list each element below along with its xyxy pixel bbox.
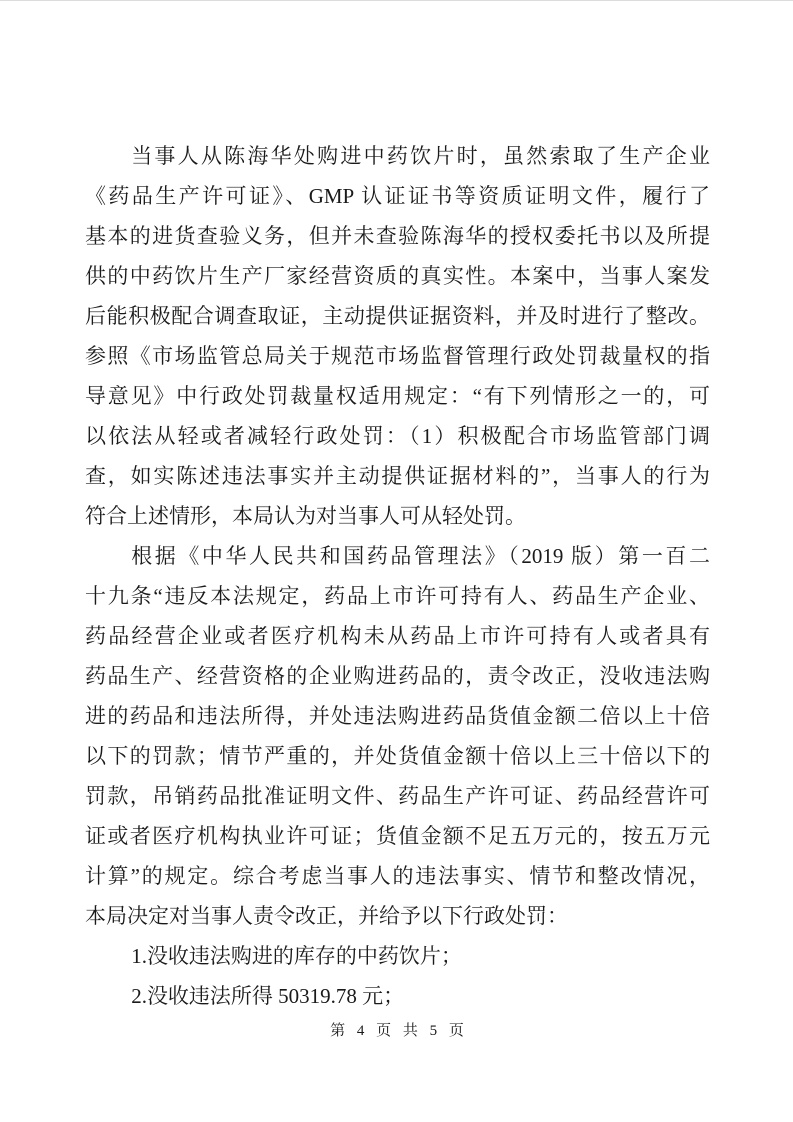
text-line: 以依法从轻或者减轻行政处罚：（1）积极配合市场监管部门调: [85, 424, 710, 448]
document-body: [85, 136, 710, 1016]
text-line: 进的药品和违法所得，并处违法购进药品货值金额二倍以上十倍: [85, 704, 710, 728]
page-footer: [85, 1016, 710, 1046]
text-line: 导意见》中行政处罚裁量权适用规定：“有下列情形之一的，可: [85, 384, 710, 408]
text-line: 参照《市场监管总局关于规范市场监督管理行政处罚裁量权的指: [85, 344, 710, 368]
text-line: 本局决定对当事人责令改正，并给予以下行政处罚：: [85, 904, 568, 928]
text-line: 1.没收违法购进的库存的中药饮片；: [131, 944, 462, 968]
text-line: 根据《中华人民共和国药品管理法》（2019 版）第一百二: [131, 544, 710, 568]
text-line: 基本的进货查验义务，但并未查验陈海华的授权委托书以及所提: [85, 224, 710, 248]
text-line: 十九条“违反本法规定，药品上市许可持有人、药品生产企业、: [85, 584, 710, 608]
text-line: 《药品生产许可证》、GMP 认证证书等资质证明文件，履行了: [85, 184, 710, 208]
text-line: 罚款，吊销药品批准证明文件、药品生产许可证、药品经营许可: [85, 784, 710, 808]
text-line: 查，如实陈述违法事实并主动提供证据材料的”，当事人的行为: [85, 464, 710, 488]
text-line: 证或者医疗机构执业许可证；货值金额不足五万元的，按五万元: [85, 824, 710, 848]
text-line: 供的中药饮片生产厂家经营资质的真实性。本案中，当事人案发: [85, 264, 710, 288]
text-line: 当事人从陈海华处购进中药饮片时，虽然索取了生产企业: [131, 144, 710, 168]
text-line: 药品经营企业或者医疗机构未从药品上市许可持有人或者具有: [85, 624, 710, 648]
text-line: 计算”的规定。综合考虑当事人的违法事实、情节和整改情况，: [85, 864, 710, 888]
text-line: 符合上述情形，本局认为对当事人可从轻处罚。: [85, 504, 526, 528]
text-line: 后能积极配合调查取证，主动提供证据资料，并及时进行了整改。: [85, 304, 710, 328]
text-line: 2.没收违法所得 50319.78 元；: [131, 984, 405, 1008]
text-line: 药品生产、经营资格的企业购进药品的，责令改正，没收违法购: [85, 664, 710, 688]
text-line: 以下的罚款；情节严重的，并处货值金额十倍以上三十倍以下的: [85, 744, 710, 768]
page-number-text: 第 4 页 共 5 页: [330, 1023, 465, 1039]
